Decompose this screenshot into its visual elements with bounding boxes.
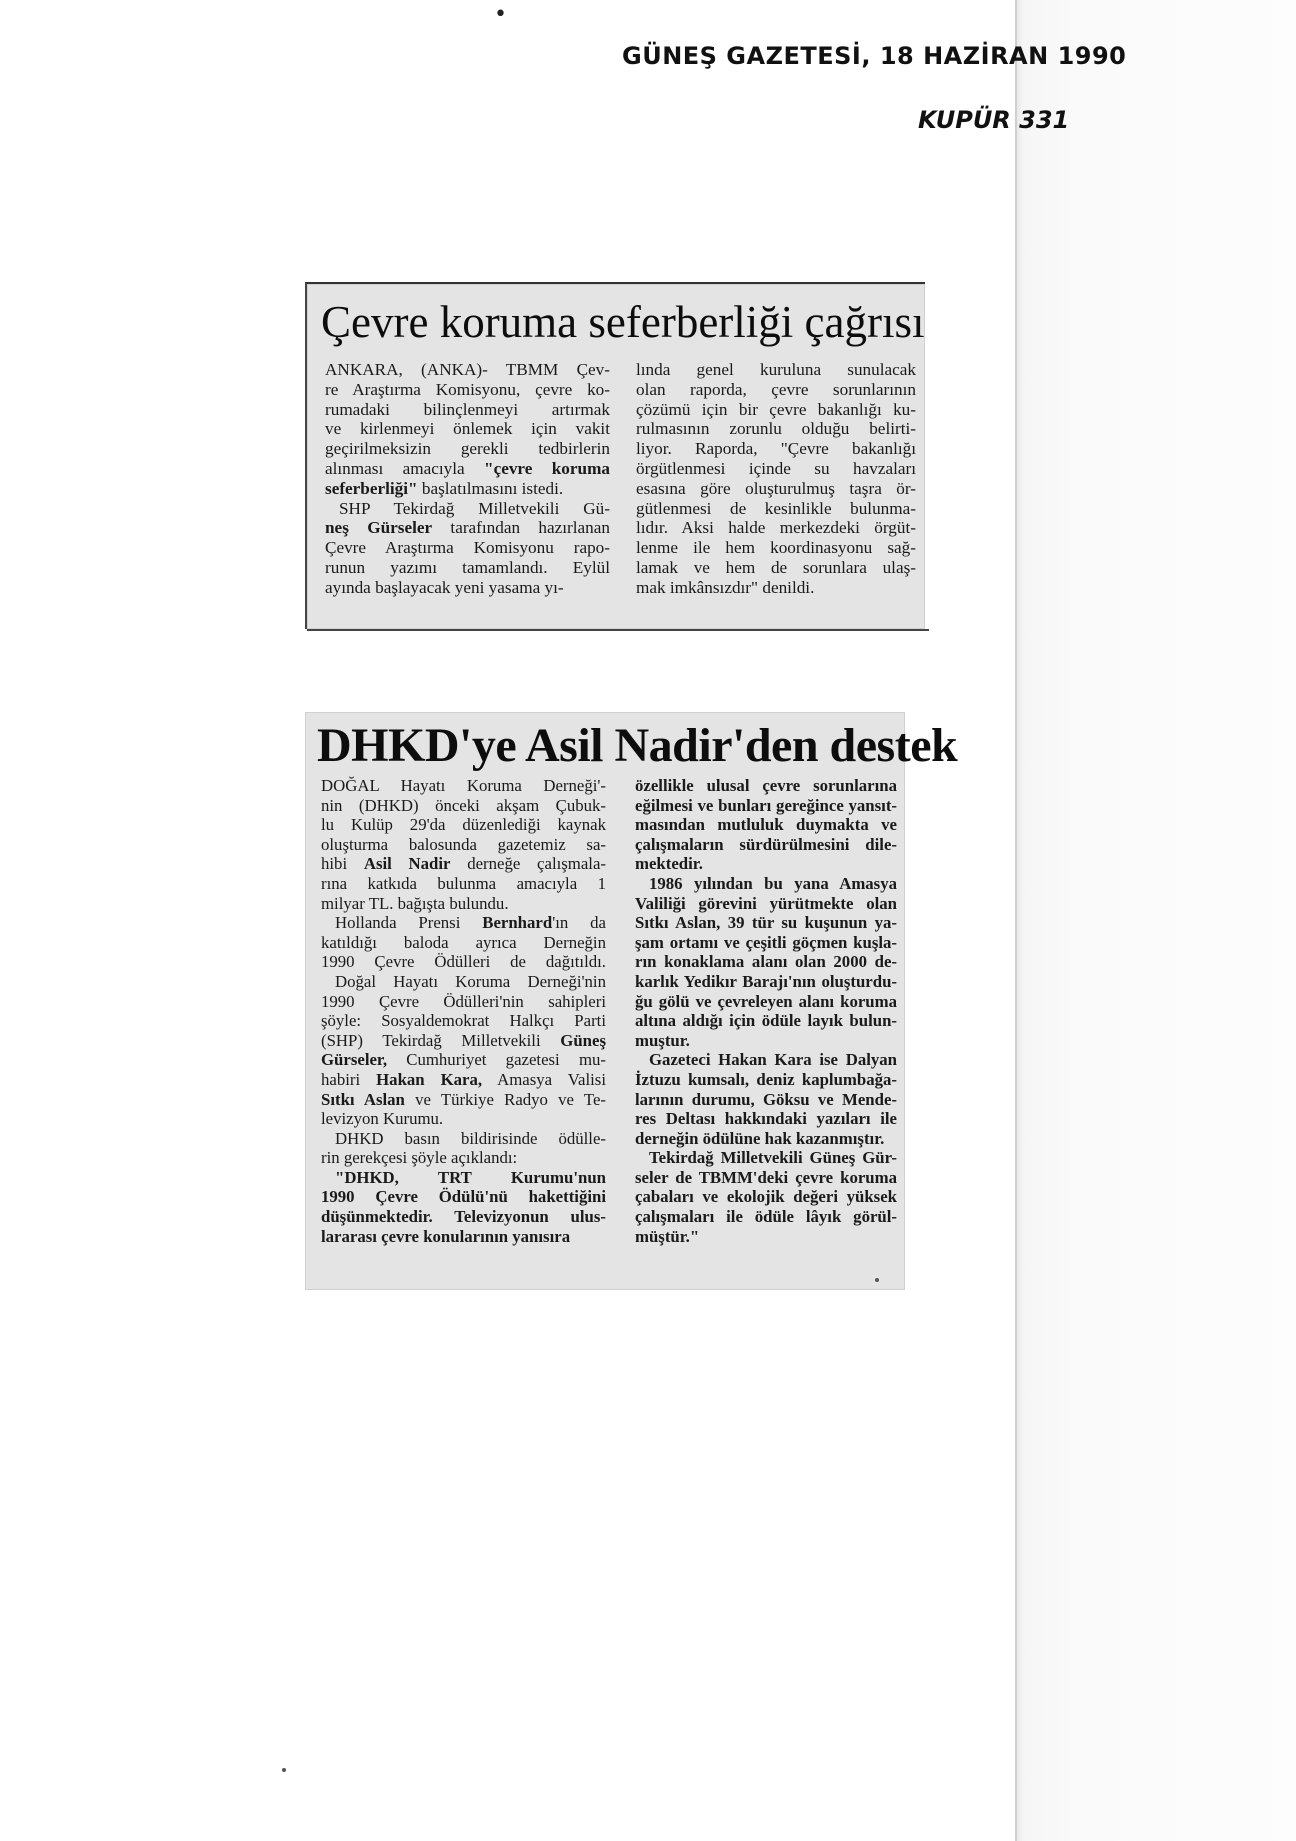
text-line: Sıtkı Aslan ve Türkiye Radyo ve Te- bbox=[321, 1089, 606, 1109]
text-line: lamak ve hem de sorunlara ulaş- bbox=[636, 557, 916, 577]
text-line: çalışmaların sürdürülmesini dile- bbox=[635, 834, 897, 854]
text-line: Gürseler, Cumhuriyet gazetesi mu- bbox=[321, 1050, 606, 1070]
text-line: mektedir. bbox=[635, 854, 703, 874]
text-line: Sıtkı Aslan, 39 tür su kuşunun ya- bbox=[635, 913, 897, 933]
text-line: habiri Hakan Kara, Amasya Valisi bbox=[321, 1069, 606, 1089]
text-line: eğilmesi ve bunları gereğince yansıt- bbox=[635, 795, 897, 815]
text-line: milyar TL. bağışta bulundu. bbox=[321, 893, 509, 913]
text-line: liyor. Raporda, "Çevre bakanlığı bbox=[636, 439, 916, 459]
text-line: rın konaklama alanı olan 2000 de- bbox=[635, 952, 897, 972]
text-line: çözümü için bir çevre bakanlığı ku- bbox=[636, 399, 916, 419]
top-mark: • bbox=[494, 2, 507, 27]
text-line: seferberliği" başlatılmasını istedi. bbox=[325, 478, 564, 498]
text-line: olan raporda, çevre sorunlarının bbox=[636, 379, 916, 399]
text-line: örgütlenmesi içinde su havzaları bbox=[636, 458, 916, 478]
text-line: karlık Yedikır Barajı'nın oluşturdu- bbox=[635, 971, 897, 991]
text-line: 1986 yılından bu yana Amasya bbox=[649, 873, 897, 893]
text-line: çabaları ve ekolojik değeri yüksek bbox=[635, 1187, 897, 1207]
article-1-left-column bbox=[325, 360, 610, 598]
clipping-article-1 bbox=[305, 282, 925, 629]
text-line: mak imkânsızdır" denildi. bbox=[636, 577, 815, 597]
article-2-title: DHKD'ye Asil Nadir'den destek bbox=[317, 719, 958, 772]
text-line: rumadaki bilinçlenmeyi artırmak bbox=[325, 399, 610, 419]
text-line: ayında başlayacak yeni yasama yı- bbox=[325, 577, 564, 597]
text-line: oluşturma balosunda gazetemiz sa- bbox=[321, 834, 606, 854]
text-line: Doğal Hayatı Koruma Derneği'nin bbox=[335, 971, 606, 991]
text-line: nin (DHKD) önceki akşam Çubuk- bbox=[321, 795, 606, 815]
clipping-number: KUPÜR 331 bbox=[918, 106, 1070, 134]
text-line: lında genel kuruluna sunulacak bbox=[636, 360, 916, 379]
text-line: DOĞAL Hayatı Koruma Derneği'- bbox=[321, 776, 606, 795]
text-line: esasına göre oluşturulmuş taşra ör- bbox=[636, 478, 916, 498]
text-line: lu Kulüp 29'da düzenlediği kaynak bbox=[321, 815, 606, 835]
text-line: ANKARA, (ANKA)- TBMM Çev- bbox=[325, 360, 610, 379]
text-line: rına katkıda bulunma amacıyla 1 bbox=[321, 873, 606, 893]
text-line: levizyon Kurumu. bbox=[321, 1109, 444, 1129]
text-line: şöyle: Sosyaldemokrat Halkçı Parti bbox=[321, 1011, 606, 1031]
text-line: larının durumu, Göksu ve Mende- bbox=[635, 1089, 897, 1109]
text-line: (SHP) Tekirdağ Milletvekili Güneş bbox=[321, 1030, 606, 1050]
text-line: Çevre Araştırma Komisyonu rapo- bbox=[325, 538, 610, 558]
text-line: Tekirdağ Milletvekili Güneş Gür- bbox=[649, 1148, 897, 1168]
text-line: çalışmaları ile ödüle lâyık görül- bbox=[635, 1207, 897, 1227]
text-line: muştur. bbox=[635, 1030, 690, 1050]
text-line: derneğin ödülüne hak kazanmıştır. bbox=[635, 1128, 885, 1148]
text-line: katıldığı baloda ayrıca Derneğin bbox=[321, 932, 606, 952]
end-dot bbox=[875, 1278, 879, 1282]
text-line: geçirilmeksizin gerekli tedbirlerin bbox=[325, 439, 610, 459]
article-1-bottom-rule bbox=[307, 629, 929, 631]
text-line: 1990 Çevre Ödülleri de dağıtıldı. bbox=[321, 952, 606, 972]
article-1-title: Çevre koruma seferberliği çağrısı bbox=[321, 297, 925, 347]
article-2-left-column bbox=[321, 776, 606, 1246]
text-line: Valiliği görevini yürütmekte olan bbox=[635, 893, 897, 913]
text-line: İztuzu kumsalı, deniz kaplumbağa- bbox=[635, 1069, 897, 1089]
text-line: res Deltası hakkındaki yazıları ile bbox=[635, 1109, 897, 1129]
text-line: SHP Tekirdağ Milletvekili Gü- bbox=[339, 498, 610, 518]
text-line: ğu gölü ve çevreleyen alanı koruma bbox=[635, 991, 897, 1011]
text-line: altına aldığı için ödüle layık bulun- bbox=[635, 1011, 897, 1031]
text-line: alınması amacıyla "çevre koruma bbox=[325, 458, 611, 478]
article-2-right-column bbox=[635, 776, 897, 1246]
text-line: müştür." bbox=[635, 1226, 700, 1246]
text-line: özellikle ulusal çevre sorunlarına bbox=[635, 776, 897, 795]
text-line: rin gerekçesi şöyle açıklandı: bbox=[321, 1148, 518, 1168]
text-line: şam ortamı ve çeşitli göçmen kuşla- bbox=[635, 932, 897, 952]
article-1-right-column bbox=[636, 360, 916, 598]
text-line: seler de TBMM'deki çevre koruma bbox=[635, 1167, 897, 1187]
text-line: rulmasının zorunlu olduğu belirti- bbox=[636, 419, 916, 439]
text-line: Hollanda Prensi Bernhard'ın da bbox=[335, 913, 606, 933]
text-line: ve kirlenmeyi önlemek için vakit bbox=[325, 419, 610, 439]
text-line: 1990 Çevre Ödülleri'nin sahipleri bbox=[321, 991, 606, 1011]
text-line: runun yazımı tamamlandı. Eylül bbox=[325, 557, 610, 577]
text-line: DHKD basın bildirisinde ödülle- bbox=[335, 1128, 606, 1148]
text-line: masından mutluluk duymakta ve bbox=[635, 815, 897, 835]
text-line: neş Gürseler tarafından hazırlanan bbox=[325, 518, 610, 538]
text-line: re Araştırma Komisyonu, çevre ko- bbox=[325, 379, 610, 399]
page-fold-shadow bbox=[1015, 0, 1296, 1841]
text-line: lıdır. Aksi halde merkezdeki örgüt- bbox=[636, 518, 916, 538]
text-line: lararası çevre konularının yanısıra bbox=[321, 1226, 571, 1246]
text-line: gütlenmesi de kesinlikle bulunma- bbox=[636, 498, 916, 518]
text-line: düşünmektedir. Televizyonun ulus- bbox=[321, 1207, 606, 1227]
text-line: "DHKD, TRT Kurumu'nun bbox=[335, 1167, 606, 1187]
margin-dot bbox=[282, 1768, 286, 1772]
newspaper-source: GÜNEŞ GAZETESİ, 18 HAZİRAN 1990 bbox=[622, 42, 1127, 70]
text-line: hibi Asil Nadir derneğe çalışmala- bbox=[321, 854, 607, 874]
text-line: Gazeteci Hakan Kara ise Dalyan bbox=[649, 1050, 897, 1070]
text-line: 1990 Çevre Ödülü'nü hakettiğini bbox=[321, 1187, 606, 1207]
text-line: lenme ile hem koordinasyonu sağ- bbox=[636, 538, 916, 558]
clipping-article-2 bbox=[305, 712, 958, 1290]
